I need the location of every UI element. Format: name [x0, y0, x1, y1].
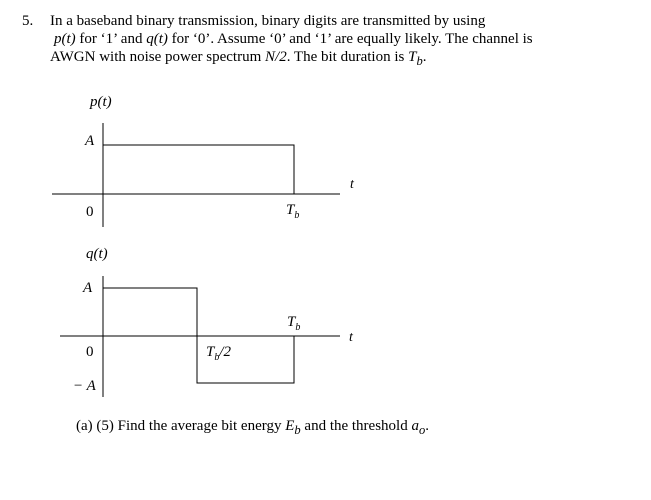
p-of-t: p(t) — [54, 31, 76, 47]
q-neg-amplitude-label: − A — [73, 378, 96, 394]
problem-line-1: In a baseband binary transmission, binary digits are transmitted by using — [50, 13, 486, 29]
q-waveform-plot — [60, 246, 354, 397]
noise-psd: N/2 — [265, 49, 287, 65]
problem-number: 5. — [22, 13, 34, 29]
q-of-t: q(t) — [146, 31, 168, 47]
p-t-label: t — [350, 177, 354, 192]
p-pulse — [103, 145, 294, 194]
q-tb-label: $T_b$ — [287, 314, 301, 333]
q-amplitude-label: A — [83, 280, 93, 296]
p-amplitude-label: A — [85, 133, 95, 149]
question-a: (a) (5) Find the average bit energy $E_b$ and the threshold $a_o$. — [76, 418, 429, 437]
bit-energy-symbol: $E_b$ — [285, 418, 301, 437]
bit-duration: $T_b$ — [408, 49, 423, 68]
p-tb-label: $T_b$ — [286, 202, 300, 221]
problem-line-2: p(t) for ‘1’ and q(t) for ‘0’. Assume ‘0’ and ‘1’ are equally likely. The channel is — [54, 31, 533, 47]
threshold-symbol: $a_o$ — [411, 418, 426, 437]
q-half-tb-label: $T_b/2$ — [206, 344, 232, 363]
problem-line-3: AWGN with noise power spectrum N/2. The bit duration is $T_b$. — [50, 49, 427, 68]
p-ylabel: p(t) — [90, 94, 112, 110]
q-t-label: t — [349, 330, 353, 345]
p-origin-label: 0 — [86, 204, 94, 220]
p-waveform-plot — [52, 94, 355, 227]
q-origin-label: 0 — [86, 344, 94, 360]
q-ylabel: q(t) — [86, 246, 108, 262]
